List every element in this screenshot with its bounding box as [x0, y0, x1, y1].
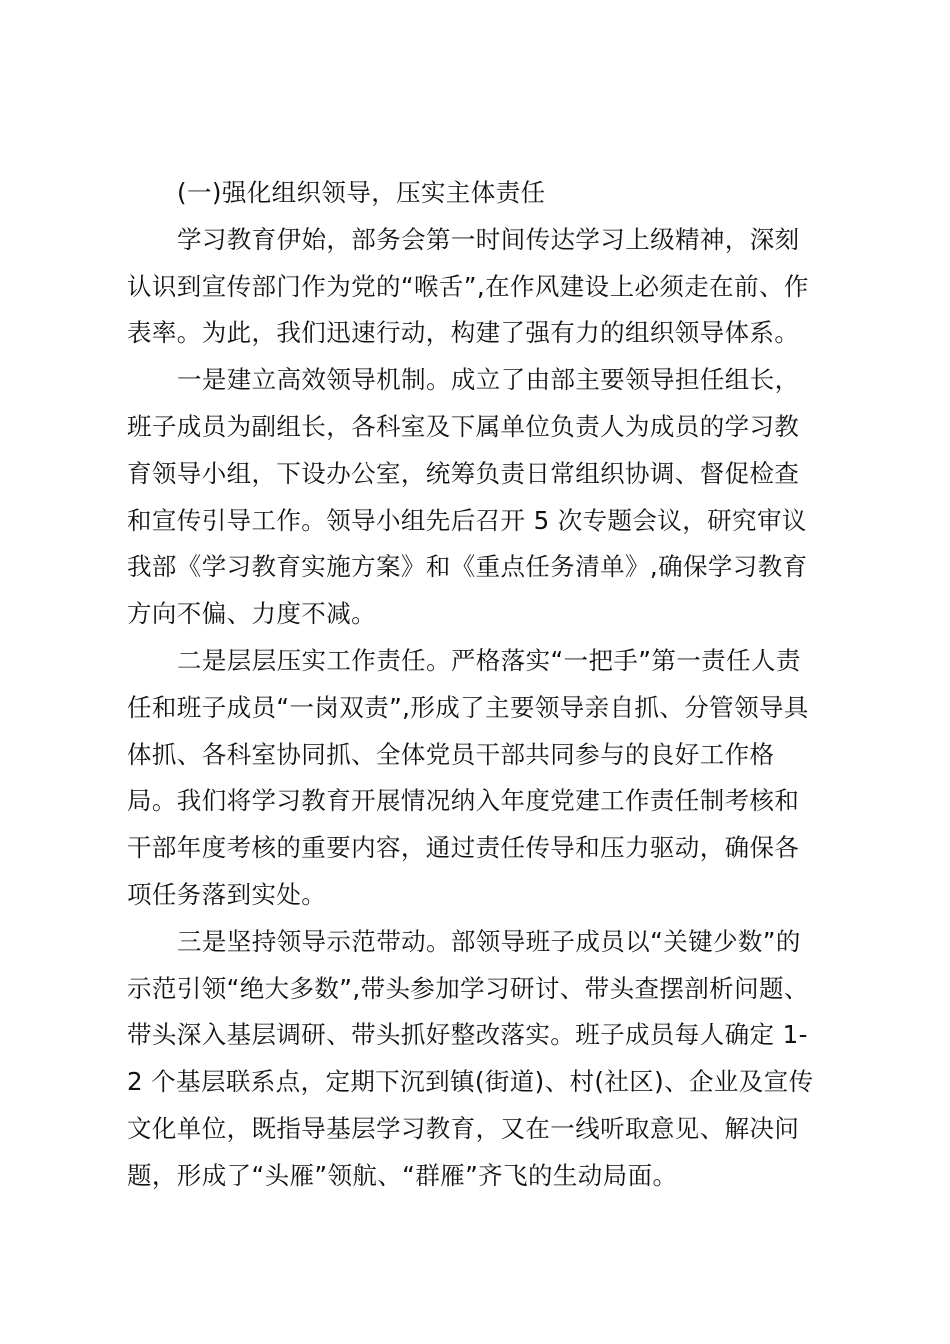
text-line: 学习教育伊始，部务会第一时间传达学习上级精神，深刻 [177, 224, 800, 254]
text-line: 任和班子成员“一岗双责”,形成了主要领导亲自抓、分管领导具 [127, 692, 809, 722]
paragraph-leadership-mechanism [127, 357, 827, 638]
section-heading: (一)强化组织领导，压实主体责任 [177, 178, 546, 207]
text-line: 干部年度考核的重要内容，通过责任传导和压力驱动，确保各 [127, 833, 800, 863]
text-line: 体抓、各科室协同抓、全体党员干部共同参与的良好工作格 [127, 739, 775, 769]
text-line: 我部《学习教育实施方案》和《重点任务清单》,确保学习教育 [127, 552, 808, 582]
text-line: 一是建立高效领导机制。成立了由部主要领导担任组长， [177, 365, 800, 395]
paragraph-responsibility [127, 638, 827, 919]
text-line: 示范引领“绝大多数”,带头参加学习研讨、带头查摆剖析问题、 [127, 973, 809, 1003]
text-line: 项任务落到实处。 [127, 879, 327, 909]
document-body [127, 170, 827, 1200]
text-line: 带头深入基层调研、带头抓好整改落实。班子成员每人确定 1- [127, 1020, 808, 1050]
text-line: 2 个基层联系点，定期下沉到镇(街道)、村(社区)、企业及宣传 [127, 1067, 814, 1097]
text-line: 方向不偏、力度不减。 [127, 599, 376, 629]
text-line: 和宣传引导工作。领导小组先后召开 5 次专题会议，研究审议 [127, 505, 807, 535]
text-line: 三是坚持领导示范带动。部领导班子成员以“关键少数”的 [177, 926, 801, 956]
text-line: 局。我们将学习教育开展情况纳入年度党建工作责任制考核和 [127, 786, 800, 816]
paragraph-leadership-example [127, 919, 827, 1200]
text-line: 文化单位，既指导基层学习教育，又在一线听取意见、解决问 [127, 1113, 800, 1143]
text-line: 二是层层压实工作责任。严格落实“一把手”第一责任人责 [177, 645, 801, 675]
text-line: 表率。为此，我们迅速行动，构建了强有力的组织领导体系。 [127, 318, 800, 348]
text-line: 育领导小组，下设办公室，统筹负责日常组织协调、督促检查 [127, 458, 800, 488]
text-line: 题，形成了“头雁”领航、“群雁”齐飞的生动局面。 [127, 1160, 678, 1190]
text-line: 班子成员为副组长，各科室及下属单位负责人为成员的学习教 [127, 411, 800, 441]
paragraph-intro [127, 217, 827, 357]
text-line: 认识到宣传部门作为党的“喉舌”,在作风建设上必须走在前、作 [127, 271, 809, 301]
